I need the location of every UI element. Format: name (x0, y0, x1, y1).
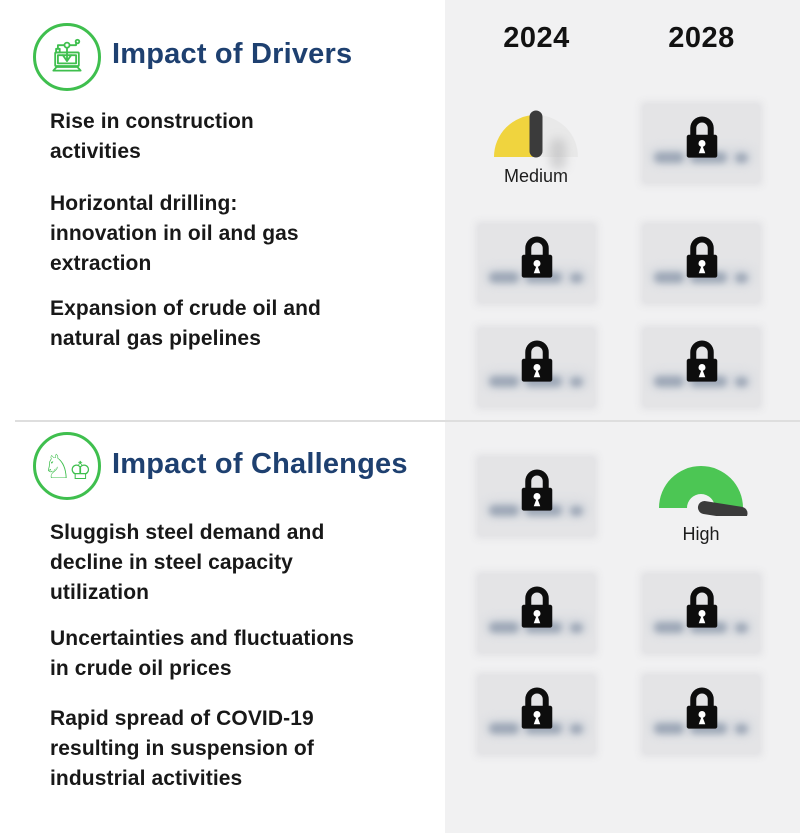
locked-cell-challenges-1-2028[interactable] (644, 575, 759, 652)
locked-cell-drivers-1-2028[interactable] (644, 225, 759, 302)
blurred-text (570, 273, 583, 283)
blurred-text (570, 506, 583, 516)
gauge-label-medium: Medium (503, 166, 569, 186)
challenges-section-icon (33, 432, 101, 500)
chess-king-glyph: ♔ (69, 455, 92, 485)
blurred-text (570, 724, 583, 734)
challenge-item-3-line: resulting in suspension of (50, 737, 314, 760)
driver-item-2-line: extraction (50, 252, 152, 275)
lock-icon (680, 584, 724, 637)
column-header-2024: 2024 (503, 22, 570, 54)
challenges-section-title: Impact of Challenges (112, 448, 408, 480)
locked-cell-challenges-0-2024[interactable] (479, 458, 594, 535)
blurred-text (735, 377, 748, 387)
challenge-item-1-line: utilization (50, 581, 150, 604)
blurred-text (735, 623, 748, 633)
blurred-text (570, 623, 583, 633)
challenge-item-2-line: Uncertainties and fluctuations (50, 627, 355, 650)
lock-icon (680, 685, 724, 738)
gauge-shadow (550, 138, 566, 170)
challenge-item-3 (50, 704, 314, 794)
challenge-item-2-line: in crude oil prices (50, 657, 232, 680)
driver-item-3 (50, 294, 321, 354)
challenge-item-2 (50, 624, 354, 684)
challenge-item-3-line: Rapid spread of COVID-19 (50, 707, 314, 730)
driver-item-1-line: activities (50, 140, 141, 163)
locked-cell-drivers-0-2028[interactable] (644, 105, 759, 182)
gauge-label-high: High (682, 524, 720, 544)
locked-cell-drivers-2-2028[interactable] (644, 329, 759, 406)
lock-icon (515, 467, 559, 520)
lock-icon (680, 234, 724, 287)
lock-icon (515, 338, 559, 391)
locked-cell-challenges-2-2024[interactable] (479, 676, 594, 753)
lock-icon (515, 234, 559, 287)
lock-icon (515, 685, 559, 738)
innovation-download-icon (47, 37, 87, 77)
gauge-medium-drivers-2024 (492, 110, 580, 187)
lock-icon (515, 584, 559, 637)
locked-cell-drivers-2-2024[interactable] (479, 329, 594, 406)
driver-item-3-line: natural gas pipelines (50, 327, 261, 350)
gauge-high-challenges-2028 (657, 460, 769, 545)
driver-item-3-line: Expansion of crude oil and (50, 297, 321, 320)
challenge-item-1-line: decline in steel capacity (50, 551, 293, 574)
locked-cell-drivers-1-2024[interactable] (479, 225, 594, 302)
challenge-item-1 (50, 518, 324, 608)
blurred-text (570, 377, 583, 387)
lock-icon (680, 114, 724, 167)
gauge-medium-arc (492, 110, 580, 158)
drivers-section-title: Impact of Drivers (112, 38, 353, 70)
challenge-item-1-line: Sluggish steel demand and (50, 521, 325, 544)
section-divider (15, 420, 800, 422)
locked-cell-challenges-2-2028[interactable] (644, 676, 759, 753)
gauge-high-arc (657, 460, 769, 516)
chess-strategy-icon (42, 446, 92, 486)
driver-item-2-line: Horizontal drilling: (50, 192, 238, 215)
blurred-text (735, 724, 748, 734)
chess-knight-glyph: ♘ (42, 446, 73, 486)
challenge-item-3-line: industrial activities (50, 767, 243, 790)
driver-item-2-line: innovation in oil and gas (50, 222, 299, 245)
drivers-section-icon (33, 23, 101, 91)
blurred-text (735, 153, 748, 163)
locked-cell-challenges-1-2024[interactable] (479, 575, 594, 652)
driver-item-2 (50, 189, 299, 279)
lock-icon (680, 338, 724, 391)
blurred-text (735, 273, 748, 283)
column-header-2028: 2028 (668, 22, 735, 54)
driver-item-1 (50, 107, 254, 167)
driver-item-1-line: Rise in construction (50, 110, 254, 133)
gauge-needle (530, 111, 543, 158)
